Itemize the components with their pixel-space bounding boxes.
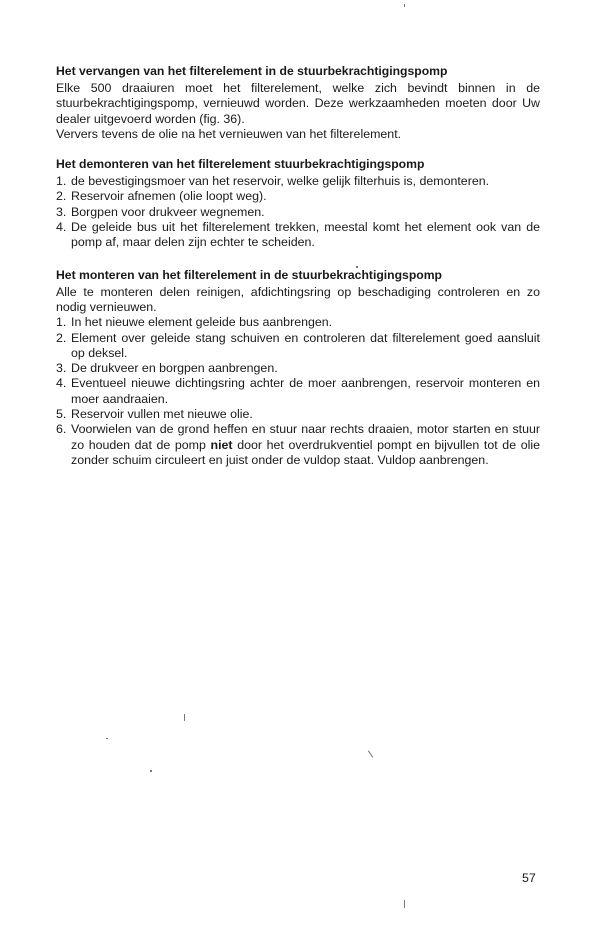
step-text-part: Voorwielen van de grond heffen en stuur naar rechts draaien, motor starten en stuur zo houden dat de pomp — [71, 422, 540, 452]
step-number: 1. — [56, 174, 67, 189]
step-number: 1. — [56, 315, 67, 330]
paragraph: Ververs tevens de olie na het vernieuwen van het filterelement. — [56, 126, 402, 141]
step-text-part: door het overdrukventiel pompt en bijvullen tot de olie zonder schuim circuleert en juist onder de vuldop staat. Vuldop aanbrengen. — [71, 437, 540, 467]
step-number: 5. — [56, 407, 67, 422]
step-number: 4. — [56, 376, 67, 391]
list-item — [56, 189, 540, 204]
section-filter-removal — [56, 157, 540, 250]
step-text: Eventueel nieuwe dichtingsring achter de moer aanbrengen, reservoir monteren en moer aandraaien. — [71, 376, 540, 406]
step-number: 6. — [56, 422, 67, 437]
step-text: de bevestigingsmoer van het reservoir, welke gelijk filterhuis is, demonteren. — [71, 174, 490, 189]
step-number: 3. — [56, 361, 67, 376]
list-item — [56, 315, 540, 330]
list-item — [56, 407, 540, 422]
step-text: De geleide bus uit het filterelement trekken, meestal komt het element ook van de pomp af, maar delen zijn echter te scheiden. — [71, 220, 540, 250]
list-item — [56, 376, 540, 407]
paragraph: Alle te monteren delen reinigen, afdichtingsring op beschadiging controleren en zo nodig vernieuwen. — [56, 284, 540, 314]
emphasis-not: niet — [210, 437, 233, 452]
section-filter-replacement — [56, 64, 540, 142]
list-item — [56, 174, 540, 189]
list-item — [56, 331, 540, 362]
step-list — [56, 315, 540, 468]
section-heading: Het demonteren van het filterelement stuurbekrachtigingspomp — [56, 157, 425, 172]
step-text: Reservoir vullen met nieuwe olie. — [71, 407, 253, 422]
scan-speck — [368, 750, 373, 757]
scan-speck — [150, 770, 152, 772]
document-body — [56, 64, 540, 468]
section-filter-mounting — [56, 268, 540, 469]
step-text: In het nieuwe element geleide bus aanbrengen. — [71, 315, 333, 330]
step-text — [71, 422, 540, 467]
step-text: Reservoir afnemen (olie loopt weg). — [71, 189, 267, 204]
step-number: 3. — [56, 204, 67, 219]
scan-speck — [404, 900, 405, 908]
step-number: 4. — [56, 220, 67, 235]
step-text: Borgpen voor drukveer wegnemen. — [71, 204, 265, 219]
section-heading: Het vervangen van het filterelement in de stuurbekrachtigingspomp — [56, 64, 448, 78]
step-number: 2. — [56, 330, 67, 345]
list-item — [56, 422, 540, 468]
scan-speck — [356, 266, 358, 268]
step-text: De drukveer en borgpen aanbrengen. — [71, 361, 278, 376]
list-item — [56, 220, 540, 251]
section-heading: Het monteren van het filterelement in de stuurbekrachtigingspomp — [56, 267, 443, 282]
scan-speck — [184, 714, 185, 721]
scan-speck — [106, 738, 108, 739]
list-item — [56, 205, 540, 220]
step-text: Element over geleide stang schuiven en controleren dat filterelement goed aansluit op deksel. — [71, 330, 540, 360]
step-list — [56, 174, 540, 250]
page-number: 57 — [522, 871, 536, 885]
paragraph: Elke 500 draaiuren moet het filterelement, welke zich bevindt binnen in de stuurbekrachtigingspomp, vernieuwd worden. Deze werkzaamheden moeten door Uw dealer uitgevoerd worden (fig. 36). — [56, 81, 540, 126]
step-number: 2. — [56, 189, 67, 204]
list-item — [56, 361, 540, 376]
scan-speck — [404, 4, 405, 7]
